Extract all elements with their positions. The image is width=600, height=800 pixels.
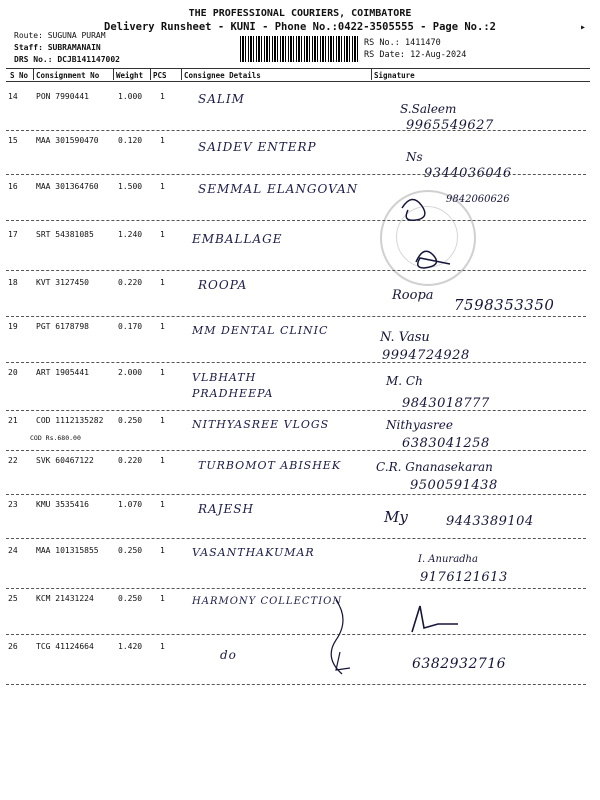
row-pcs: 1 (160, 136, 165, 145)
row-separator (6, 494, 586, 495)
col-signature: Signature (374, 71, 415, 80)
rs-date-value: 12-Aug-2024 (410, 50, 467, 60)
row-signature: My (384, 508, 408, 526)
row-consignee: SALIM (198, 92, 245, 106)
row-separator (6, 450, 586, 451)
drs-label: DRS No.: (14, 55, 53, 64)
row-sno: 15 (8, 136, 18, 145)
row-consignee: SAIDEV ENTERP (198, 140, 317, 154)
col-divider (181, 68, 182, 80)
row-pcs: 1 (160, 230, 165, 239)
rs-date-label: RS Date: (364, 50, 405, 60)
row-weight: 0.220 (118, 278, 143, 287)
col-consignment: Consignment No (36, 71, 100, 80)
row-sno: 24 (8, 546, 18, 555)
row-consignee: SEMMAL ELANGOVAN (198, 182, 359, 196)
col-sno: S No (10, 71, 29, 80)
route-line (14, 30, 106, 41)
row-separator (6, 588, 586, 589)
rs-no-line (364, 38, 441, 48)
row-consignment: COD 1112135282 (36, 416, 104, 425)
rs-no-value: 1411470 (404, 38, 441, 48)
row-weight: 1.420 (118, 642, 143, 651)
row-pcs: 1 (160, 500, 165, 509)
row-signature: C.R. Gnanasekaran (376, 460, 493, 474)
row-consignment: SRT 54381085 (36, 230, 94, 239)
row-pcs: 1 (160, 278, 165, 287)
row-consignee: do (220, 648, 237, 662)
row-phone: 9176121613 (420, 570, 508, 585)
row-separator (6, 684, 586, 685)
row-weight: 0.170 (118, 322, 143, 331)
route-value: SUGUNA PURAM (47, 31, 106, 40)
runsheet-subtitle: Delivery Runsheet - KUNI - Phone No.:0422-3505555 - Page No.:2 (104, 21, 496, 33)
row-consignee: EMBALLAGE (192, 232, 283, 246)
row-pcs: 1 (160, 322, 165, 331)
row-signature: M. Ch (386, 374, 423, 388)
row-weight: 0.250 (118, 416, 143, 425)
row-consignment: PGT 6178798 (36, 322, 89, 331)
row-signature: I. Anuradha (418, 554, 478, 565)
row-phone: 9500591438 (410, 478, 498, 493)
row-sno: 16 (8, 182, 18, 191)
barcode (240, 36, 358, 62)
header-bottom-rule (6, 81, 590, 82)
row-pcs: 1 (160, 642, 165, 651)
col-weight: Weight (116, 71, 144, 80)
row-signature: N. Vasu (380, 330, 430, 345)
signature-scribble (412, 606, 458, 632)
row-signature: Ns (406, 150, 423, 164)
row-sno: 25 (8, 594, 18, 603)
row-consignee: ROOPA (198, 278, 248, 292)
ink-stroke (331, 600, 343, 674)
row-signature: Nithyasree (386, 418, 453, 432)
row-separator (6, 220, 586, 221)
row-sno: 26 (8, 642, 18, 651)
row-consignment: PON 7990441 (36, 92, 89, 101)
row-separator (6, 538, 586, 539)
row-weight: 0.120 (118, 136, 143, 145)
row-pcs: 1 (160, 368, 165, 377)
row-consignment: MAA 301590470 (36, 136, 99, 145)
row-phone: 9965549627 (406, 118, 494, 133)
row-sno: 20 (8, 368, 18, 377)
col-divider (150, 68, 151, 80)
row-consignment: TCG 41124664 (36, 642, 94, 651)
row-signature: Roopa (392, 288, 434, 303)
row-phone: 7598353350 (454, 296, 555, 314)
row-phone: 9443389104 (446, 514, 534, 529)
row-weight: 0.250 (118, 546, 143, 555)
col-divider (371, 68, 372, 80)
row-consignment: MAA 101315855 (36, 546, 99, 555)
row-separator (6, 130, 586, 131)
row-separator (6, 634, 586, 635)
row-phone: 9843018777 (402, 396, 490, 411)
row-pcs: 1 (160, 416, 165, 425)
row-sno: 19 (8, 322, 18, 331)
row-pcs: 1 (160, 594, 165, 603)
drs-value: DCJB141147002 (57, 55, 120, 64)
row-sno: 17 (8, 230, 18, 239)
row-consignee: VLBHATH PRADHEEPA (192, 371, 274, 400)
row-phone: 6382932716 (412, 656, 507, 672)
row-separator (6, 362, 586, 363)
col-pcs: PCS (153, 71, 167, 80)
row-pcs: 1 (160, 546, 165, 555)
row-consignee: NITHYASREE VLOGS (192, 418, 330, 431)
row-consignment: KMU 3535416 (36, 500, 89, 509)
staff-label: Staff: (14, 43, 43, 52)
row-consignment: KCM 21431224 (36, 594, 94, 603)
row-consignee: HARMONY COLLECTION (192, 596, 343, 607)
row-weight: 1.500 (118, 182, 143, 191)
row-separator (6, 410, 586, 411)
row-weight: 0.250 (118, 594, 143, 603)
row-pcs: 1 (160, 182, 165, 191)
row-pcs: 1 (160, 456, 165, 465)
row-consignee: TURBOMOT ABISHEK (198, 459, 342, 472)
row-weight: 1.240 (118, 230, 143, 239)
route-label: Route: (14, 31, 43, 40)
ink-stroke (336, 652, 350, 670)
staff-value: SUBRAMANAIN (47, 43, 101, 52)
row-consignee: RAJESH (198, 502, 254, 516)
row-separator (6, 316, 586, 317)
row-consignee: VASANTHAKUMAR (192, 546, 315, 559)
staff-line (14, 42, 101, 53)
rs-no-label: RS No.: (364, 38, 400, 48)
col-divider (113, 68, 114, 80)
row-consignment: ART 1905441 (36, 368, 89, 377)
header-top-rule (6, 68, 590, 69)
row-phone: 9344036046 (424, 166, 512, 181)
row-sno: 14 (8, 92, 18, 101)
row-consignee: MM DENTAL CLINIC (192, 324, 329, 337)
row-separator (6, 270, 586, 271)
cod-amount: COD Rs.680.00 (30, 434, 81, 442)
row-phone: 6383041258 (402, 436, 490, 451)
row-weight: 2.000 (118, 368, 143, 377)
col-divider (33, 68, 34, 80)
row-sno: 21 (8, 416, 18, 425)
rs-date-line (364, 50, 466, 60)
row-signature: S.Saleem (400, 102, 457, 116)
row-consignment: MAA 301364760 (36, 182, 99, 191)
row-sno: 23 (8, 500, 18, 509)
row-weight: 1.070 (118, 500, 143, 509)
company-title: THE PROFESSIONAL COURIERS, COIMBATORE (188, 8, 412, 19)
row-phone: 9994724928 (382, 348, 470, 363)
row-pcs: 1 (160, 92, 165, 101)
arrow-icon: ▸ (579, 22, 586, 33)
row-sno: 22 (8, 456, 18, 465)
col-consignee: Consignee Details (184, 71, 261, 80)
row-consignment: KVT 3127450 (36, 278, 89, 287)
drs-line (14, 54, 120, 65)
row-weight: 0.220 (118, 456, 143, 465)
row-sno: 18 (8, 278, 18, 287)
row-weight: 1.000 (118, 92, 143, 101)
row-separator (6, 174, 586, 175)
row-consignment: SVK 60467122 (36, 456, 94, 465)
row-phone: 9842060626 (446, 194, 510, 205)
